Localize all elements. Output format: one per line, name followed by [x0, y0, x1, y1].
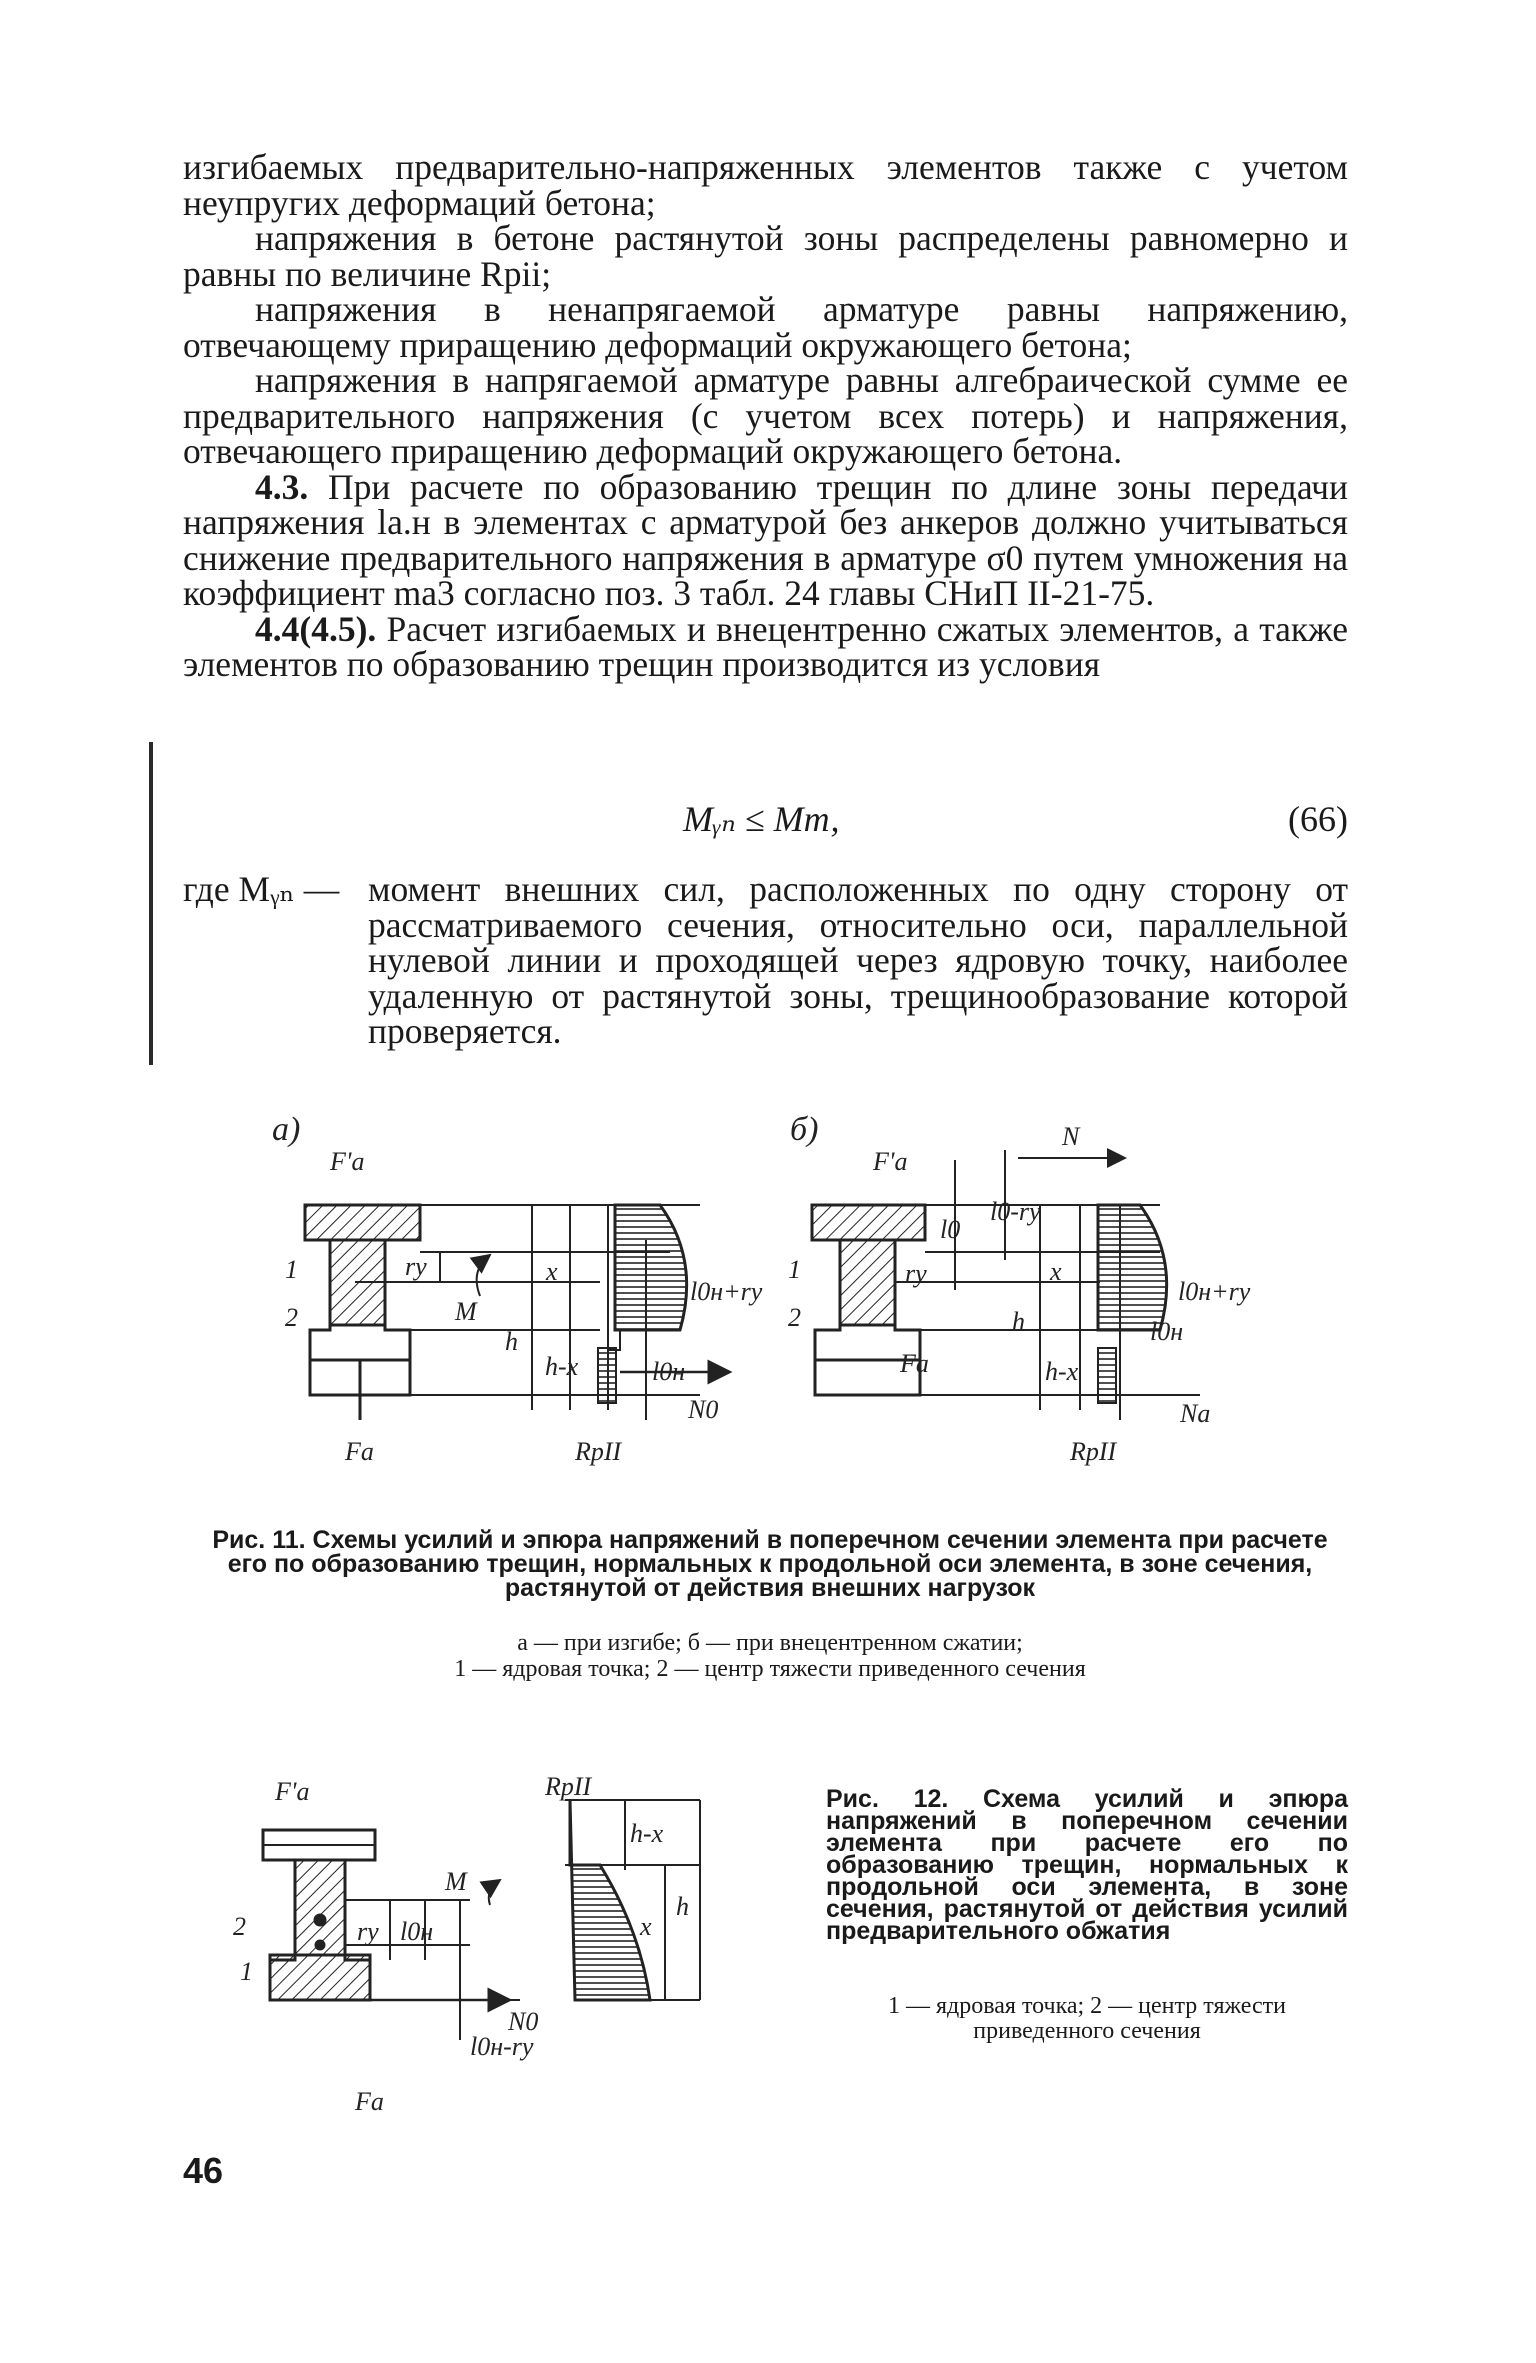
label: F'a [330, 1147, 365, 1176]
label: x [1050, 1257, 1062, 1286]
label: 1 [285, 1255, 298, 1284]
label: Na [1180, 1399, 1211, 1428]
paragraph-2: напряжения в бетоне растянутой зоны распределены равномерно и равны по величине Rpii; [183, 218, 1348, 294]
label: h-x [1045, 1357, 1079, 1386]
fig11a [272, 1111, 763, 1466]
label: RрII [545, 1772, 592, 1801]
label: 1 [788, 1255, 801, 1284]
label: F'a [873, 1147, 908, 1176]
label: l0н [1150, 1317, 1184, 1346]
formula-expression: Mᵧₙ ≤ Mт, [683, 799, 840, 839]
label: 2 [233, 1912, 246, 1941]
paragraph-4: напряжения в напрягаемой арматуре равны алгебраической сумме ее предварительного напряжения (с учетом всех потерь) и напряжения, отвечающего приращению деформаций окружающего бетона. [183, 360, 1348, 471]
label: h [1012, 1307, 1025, 1336]
paragraph-1: изгибаемых предварительно-напряженных элементов также с учетом неупругих деформаций бетона; [183, 147, 1348, 223]
fig11a-label: а) [272, 1111, 301, 1148]
label: RрII [575, 1437, 622, 1466]
formula-number: (66) [1288, 799, 1348, 839]
clause-text: При расчете по образованию трещин по длине зоны передачи напряжения lа.н в элементах с арматурой без анкеров должно учитываться снижение предварительного напряжения в арматуре σ0 путем умножения на коэффициент mа3 согласно поз. 3 табл. 24 главы СНиП II-21-75. [183, 466, 1349, 613]
label: 1 [240, 1957, 253, 1986]
label: h-x [545, 1352, 579, 1381]
label: 2 [788, 1303, 801, 1332]
label: l0-rу [990, 1197, 1041, 1226]
label: rу [357, 1917, 379, 1946]
fig11-legend [190, 1630, 1350, 1682]
where-lead: где Mᵧₙ — [183, 869, 340, 909]
label: rу [405, 1252, 427, 1281]
label: M [445, 1867, 467, 1896]
label: x [640, 1912, 652, 1941]
label: Fa [355, 2087, 384, 2116]
label: 2 [285, 1303, 298, 1332]
fig12-diagram [233, 1772, 700, 2116]
label: RрII [1070, 1437, 1117, 1466]
label: N0 [688, 1395, 719, 1424]
label: l0 [940, 1215, 961, 1244]
label: M [455, 1297, 477, 1326]
fig11b [788, 1111, 1251, 1466]
clause-number: 4.3. [255, 466, 309, 507]
fig11b-label: б) [790, 1111, 819, 1148]
label: Fa [345, 1437, 374, 1466]
page-number: 46 [183, 2150, 224, 2191]
paragraph-3: напряжения в ненапрягаемой арматуре равны напряжению, отвечающему приращению деформаций окружающего бетона; [183, 289, 1348, 365]
clause-number: 4.4(4.5). [255, 608, 377, 649]
label: h [676, 1892, 689, 1921]
label: N0 [508, 2007, 539, 2036]
label: Fa [900, 1349, 929, 1378]
label: N [1062, 1122, 1080, 1151]
label: h-x [630, 1819, 664, 1848]
label: rу [905, 1259, 927, 1288]
label: l0н-rу [470, 2032, 534, 2061]
fig11-caption: Рис. 11. Схемы усилий и эпюра напряжений в поперечном сечении элемента при расчете его по образованию трещин, нормальных к продольной оси элемента, в зоне сечения, растянутой от действия внешних нагрузок [212, 1526, 1328, 1602]
fig11-legend-1: а — при изгибе; б — при внецентренном сжатии; [517, 1630, 1023, 1656]
label: h [505, 1327, 518, 1356]
label: l0н+rу [690, 1277, 763, 1306]
fig12-caption: Рис. 12. Схема усилий и эпюра напряжений в поперечном сечении элемента при расчете его по образованию трещин, нормальных к продольной оси элемента, в зоне сечения, растянутой от действия усилий предварительного обжатия [826, 1785, 1348, 1945]
label: l0н+rу [1178, 1277, 1251, 1306]
fig12-legend: 1 — ядровая точка; 2 — центр тяжести приведенного сечения [887, 1993, 1287, 2044]
fig11-legend-2: 1 — ядровая точка; 2 — центр тяжести приведенного сечения [454, 1656, 1086, 1682]
label: x [546, 1257, 558, 1286]
label: F'a [275, 1777, 310, 1806]
label: l0н [400, 1917, 434, 1946]
where-text: момент внешних сил, расположенных по одну сторону от рассматриваемого сечения, относительно оси, параллельной нулевой линии и проходящей через ядровую точку, наиболее удаленную от растянутой зоны, трещинообразование которой проверяется. [368, 869, 1348, 1051]
label: l0н [652, 1357, 686, 1386]
clause-text: Расчет изгибаемых и внецентренно сжатых элементов, а также элементов по образованию трещин производится из условия [183, 608, 1348, 684]
